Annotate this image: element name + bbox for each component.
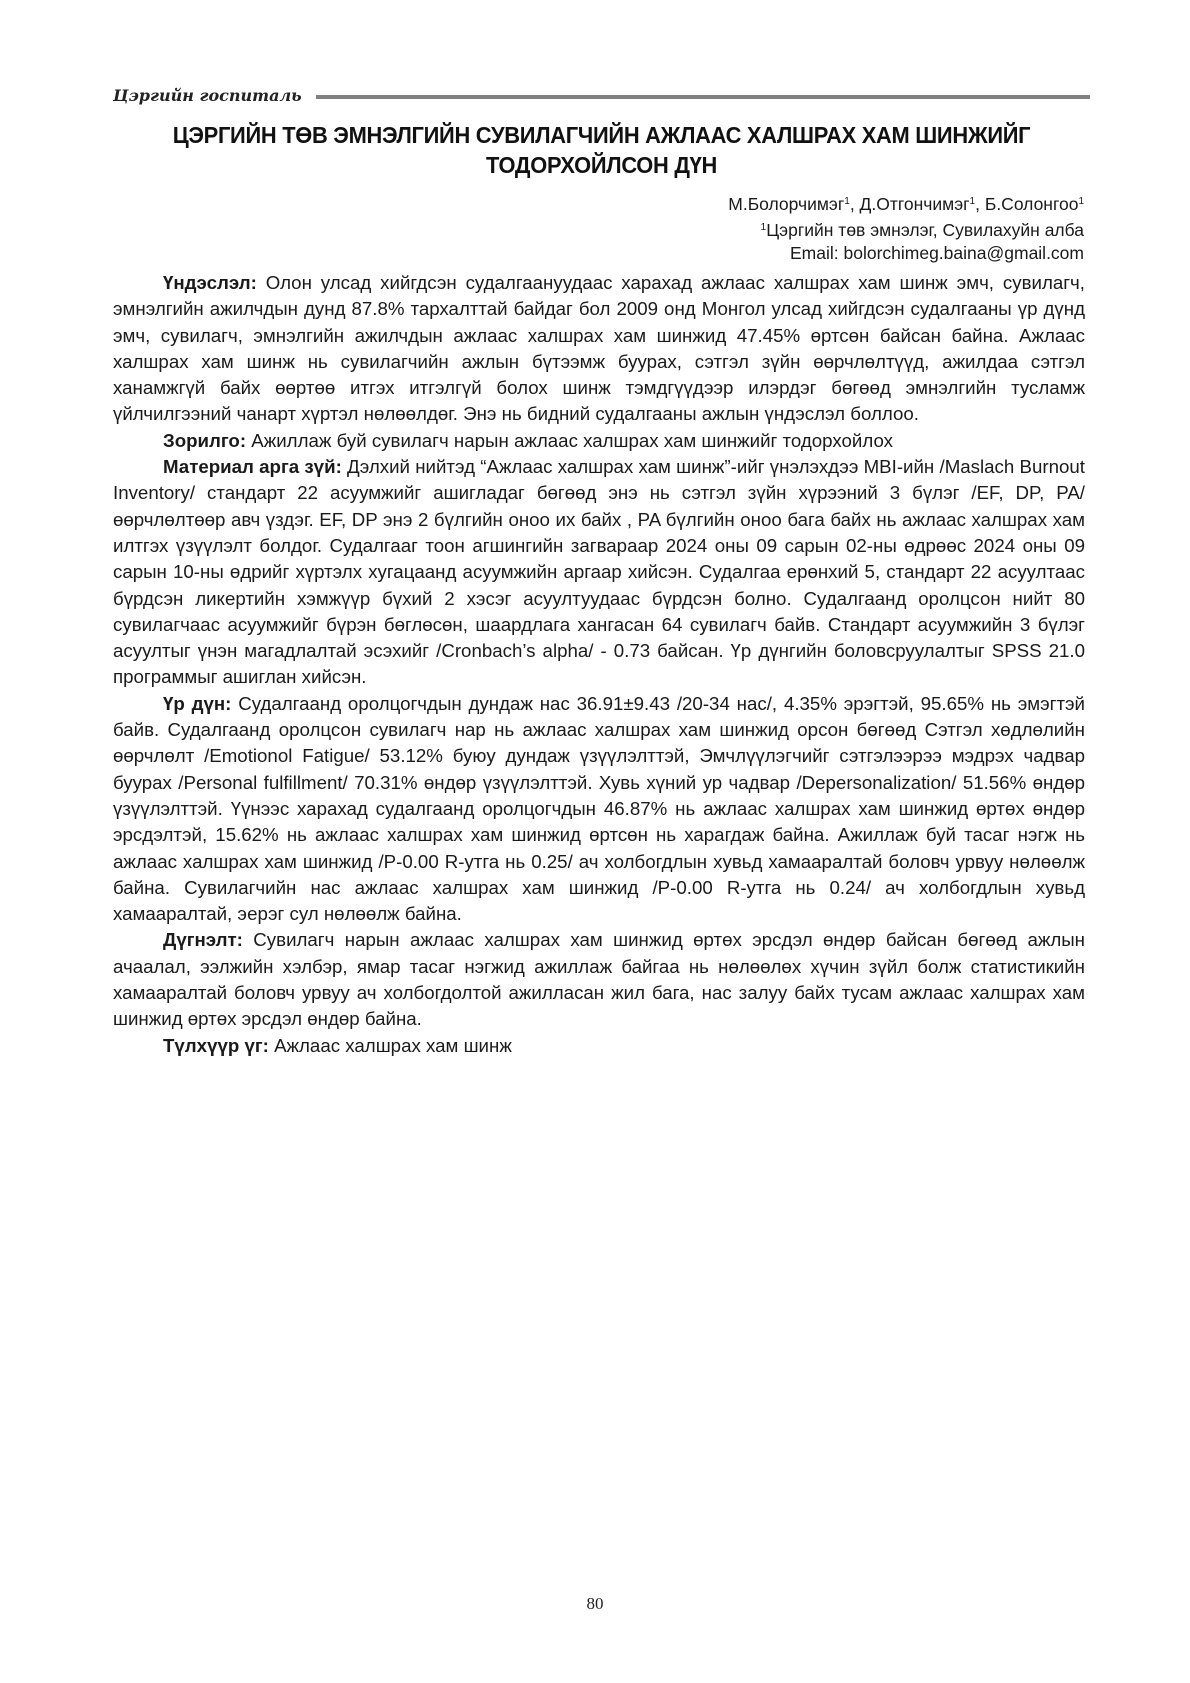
author-sup: 1 <box>969 196 976 207</box>
author-email: Email: bolorchimeg.baina@gmail.com <box>790 243 1084 263</box>
affiliation-sup: 1 <box>760 222 767 233</box>
section-background <box>113 270 1085 428</box>
section-label: Дүгнэлт: <box>163 929 243 951</box>
section-label: Түлхүүр үг: <box>163 1034 269 1056</box>
author-sup: 1 <box>844 196 850 207</box>
author-separator: , <box>849 194 860 214</box>
journal-name: Цэргийн госпиталь <box>113 85 302 105</box>
section-results <box>113 691 1085 928</box>
author-list <box>728 190 1084 216</box>
affiliation-text: Цэргийн төв эмнэлэг, Сувилахуйн алба <box>766 220 1084 240</box>
affiliation <box>728 216 1084 242</box>
section-methods <box>113 454 1085 691</box>
section-keywords <box>113 1033 1085 1059</box>
section-label: Зорилго: <box>163 429 247 451</box>
section-text: Дэлхий нийтэд “Ажлаас халшрах хам шинж”-ийг үнэлэхдээ MBI-ийн /Maslach Burnout Inventory/ стандарт 22 асуумжийг ашигладаг бөгөөд энэ нь сэтгэл зүйн хүрээний 3 бүлэг /EF, DP, PA/ өөрчлөлтөөр авч үздэг. EF, DP энэ 2 бүлгийн оноо их байх , PA бүлгийн оноо бага байх нь ажлаас халшрах хам илтгэх үзүүлэлт болдог. Судалгааг тоон агшингийн загвараар 2024 оны 09 сарын 02-ны өдрөөс 2024 оны 09 сарын 10-ны өдрийг хүртэлх хугацаанд асуумжийн аргаар хийсэн. Судалгаа ерөнхий 5, стандарт 22 асуултаас бүрдсэн ликертийн хэмжүүр бүхий 2 хэсэг асуултуудаас бүрдсэн болно. Судалгаанд оролцсон нийт 80 сувилагчаас асуумжийг бүрэн бөглөсөн, шаардлага хангасан 64 сувилагч байв. Стандарт асуумжийн 3 бүлэг асуултыг үнэн магадлалтай эсэхийг /Cronbach’s alpha/ - 0.73 байсан. Үр дүнгийн боловсруулалтыг SPSS 21.0 программыг ашиглан хийсэн. <box>113 456 1085 688</box>
section-label: Үндэслэл: <box>163 272 257 293</box>
section-label: Материал арга зүй: <box>163 456 342 478</box>
section-conclusion <box>113 927 1085 1032</box>
author-name: Д.Отгончимэг <box>859 194 970 214</box>
page-number: 80 <box>586 1594 604 1613</box>
section-text: Ажиллаж буй сувилагч нарын ажлаас халшрах хам шинжийг тодорхойлох <box>246 429 893 451</box>
section-label: Үр дүн: <box>163 692 232 714</box>
title-line-1: ЦЭРГИЙН ТӨВ ЭМНЭЛГИЙН СУВИЛАГЧИЙН АЖЛААС ХАЛШРАХ ХАМ ШИНЖИЙГ <box>172 122 1031 148</box>
section-text: Ажлаас халшрах хам шинж <box>268 1034 512 1056</box>
article-title <box>147 120 1056 180</box>
section-text: Сувилагч нарын ажлаас халшрах хам шинжид өртөх эрсдэл өндөр байсан бөгөөд ажлын ачаалал, ээлжийн хэлбэр, ямар тасаг нэгжид ажиллаж байгаа нь нөлөөлөх хүчин зүйл болж статистикийн хамааралтай боловч урвуу ач холбогдолтой ажилласан жил бага, нас залуу байх тусам ажлаас халшрах хам шинжид өртөх эрсдэл өндөр байна. <box>113 929 1085 1030</box>
running-header <box>113 80 1090 110</box>
author-sup: 1 <box>1078 196 1084 207</box>
author-block <box>728 190 1084 265</box>
abstract-body <box>113 270 1085 1059</box>
section-text: Олон улсад хийгдсэн судалгаануудаас харахад ажлаас халшрах хам шинж эмч, сувилагч, эмнэлгийн ажилчдын дунд 87.8% тархалттай байдаг бол 2009 онд Монгол улсад хийгдсэн судалгааны үр дүнд эмч, сувилагч, эмнэлгийн ажилчдын ажлаас халшрах хам шинжид 47.45% өртсөн байсан байна. Ажлаас халшрах хам шинж нь сувилагчийн ажлын бүтээмж буурах, сэтгэл зүйн өөрчлөлтүүд, ажилдаа сэтгэл ханамжгүй байх өөртөө итгэх итгэлгүй болох шинж тэмдгүүдээр илэрдэг бөгөөд эмнэлгийн тусламж үйлчилгээний чанарт хүртэл нөлөөлдөг. Энэ нь бидний судалгааны ажлын үндэслэл боллоо. <box>113 272 1085 425</box>
section-text: Судалгаанд оролцогчдын дундаж нас 36.91±9.43 /20-34 нас/, 4.35% эрэгтэй, 95.65% нь эмэгтэй байв. Судалгаанд оролцсон сувилагч нар нь ажлаас халшрах хам шинжид орсон бөгөөд Сэтгэл хөдлөлийн өөрчлөлт /Emotionol Fatigue/ 53.12% буюу дундаж үзүүлэлттэй, Эмчлүүлэгчийг сэтгэлээрээ мэдрэх чадвар буурах /Personal fulfillment/ 70.31% өндөр үзүүлэлттэй. Хувь хүний ур чадвар /Depersonalization/ 51.56% өндөр үзүүлэлттэй. Үүнээс харахад судалгаанд оролцогчдын 46.87% нь ажлаас халшрах хам шинжид өртөх өндөр эрсдэлтэй, 15.62% нь ажлаас халшрах хам шинжид өртсөн нь харагдаж байна. Ажиллаж буй тасаг нэгж нь ажлаас халшрах хам шинжид /P-0.00 R-утга нь 0.25/ ач холбогдлын хувьд хамааралтай боловч урвуу нөлөөлж байна. Сувилагчийн нас ажлаас халшрах хам шинжид /P-0.00 R-утга нь 0.24/ ач холбогдлын хувьд хамааралтай, эерэг сул нөлөөлж байна. <box>113 692 1085 925</box>
author-separator: , <box>975 194 985 214</box>
author-name: М.Болорчимэг <box>728 194 845 214</box>
header-rule <box>316 95 1090 99</box>
section-objective <box>113 428 1085 454</box>
author-name: Б.Солонгоо <box>984 194 1079 214</box>
title-line-2: ТОДОРХОЙЛСОН ДҮН <box>485 152 718 178</box>
